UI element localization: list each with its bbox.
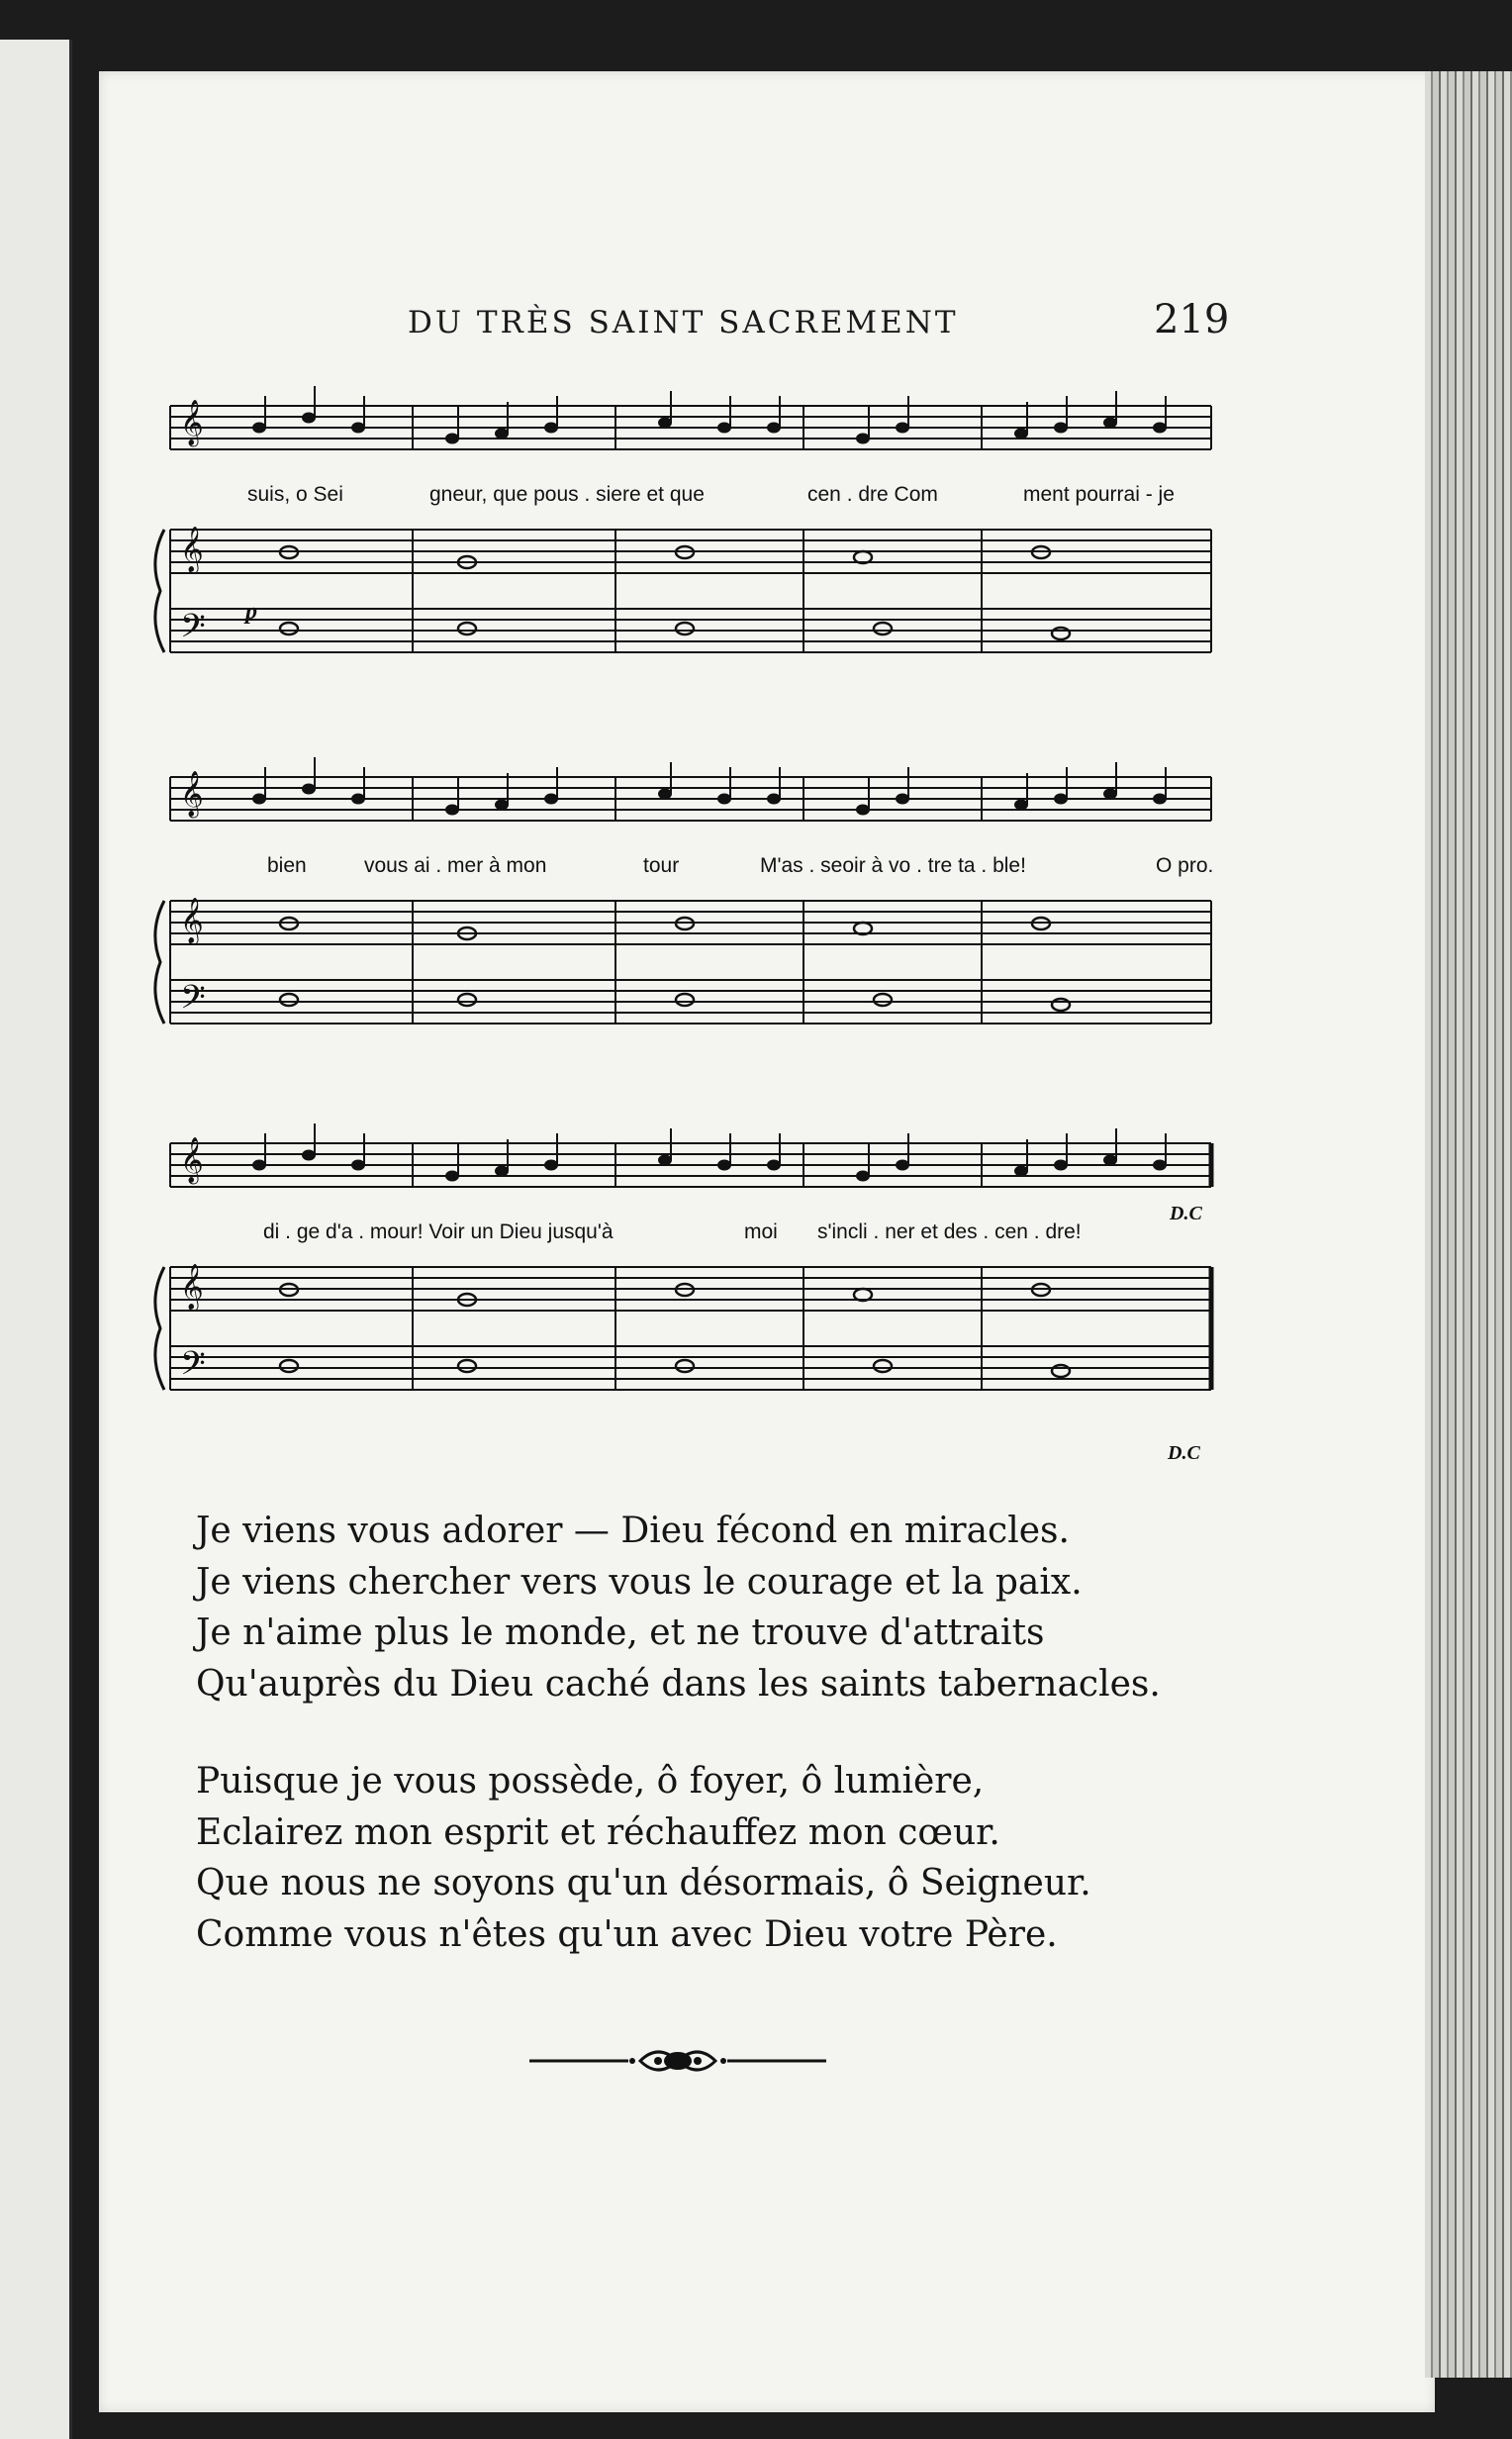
verse-line: Que nous ne soyons qu'un désormais, ô Seigneur. — [196, 1863, 1091, 1903]
staff-lines — [170, 1137, 1211, 1440]
staff-lines — [170, 400, 1211, 703]
verse-line: Comme vous n'êtes qu'un avec Dieu votre Père. — [196, 1913, 1058, 1955]
poem-stanza-2 — [196, 1756, 1091, 1960]
staff-lines — [170, 771, 1214, 1074]
svg-text:𝄞: 𝄞 — [180, 1264, 204, 1310]
lyric: gneur, que pous . siere et que — [429, 483, 705, 506]
lyrics-line-2 — [170, 854, 1214, 890]
dynamic-mark: p — [245, 599, 257, 625]
facing-page-edge — [0, 40, 72, 2439]
poem-stanza-1 — [196, 1506, 1161, 1709]
music-system-1 — [170, 400, 1211, 703]
lyric: O pro. — [1156, 854, 1214, 877]
verse-line: Eclairez mon esprit et réchauffez mon cœur. — [196, 1811, 1000, 1853]
verse-line: Je n'aime plus le monde, et ne trouve d'attraits — [196, 1612, 1045, 1653]
running-title: DU TRÈS SAINT SACREMENT — [408, 305, 959, 341]
svg-text:𝄢: 𝄢 — [180, 1345, 206, 1391]
dc-mark-upper: D.C — [1170, 1203, 1202, 1224]
lyric: suis, o Sei — [247, 483, 343, 506]
verse-line: Puisque je vous possède, ô foyer, ô lumière, — [196, 1761, 985, 1802]
lyric: ment pourrai - je — [1023, 483, 1175, 506]
decorative-ornament — [529, 2039, 826, 2083]
lyric: bien — [267, 854, 307, 877]
verse-line: Je viens chercher vers vous le courage et la paix. — [196, 1561, 1083, 1603]
lyric: M'as . seoir à vo . tre ta . ble! — [760, 854, 1026, 877]
lyrics-line-1 — [170, 483, 1211, 519]
page-number: 219 — [1154, 297, 1230, 342]
svg-text:𝄞: 𝄞 — [180, 771, 204, 817]
lyric: vous ai . mer à mon — [364, 854, 547, 877]
music-system-2 — [170, 771, 1214, 1074]
verse-line: Je viens vous adorer — Dieu fécond en miracles. — [196, 1511, 1070, 1551]
verse-line: Qu'auprès du Dieu caché dans les saints tabernacles. — [196, 1663, 1161, 1705]
svg-text:𝄢: 𝄢 — [180, 979, 206, 1024]
lyric: moi — [744, 1220, 778, 1243]
lyric: di . ge d'a . mour! Voir un Dieu jusqu'à — [263, 1220, 614, 1243]
dc-mark-lower: D.C — [1168, 1442, 1200, 1464]
lyric: tour — [643, 854, 680, 877]
lyric: s'incli . ner et des . cen . dre! — [817, 1220, 1082, 1243]
page-stack-edge — [1425, 71, 1512, 2378]
svg-text:𝄞: 𝄞 — [180, 400, 204, 445]
svg-text:𝄞: 𝄞 — [180, 1137, 204, 1183]
lyrics-line-3 — [170, 1220, 1211, 1256]
svg-text:𝄢: 𝄢 — [180, 608, 206, 653]
music-system-3 — [170, 1137, 1211, 1464]
svg-text:𝄞: 𝄞 — [180, 527, 204, 572]
lyric: cen . dre Com — [807, 483, 938, 506]
svg-text:𝄞: 𝄞 — [180, 898, 204, 943]
